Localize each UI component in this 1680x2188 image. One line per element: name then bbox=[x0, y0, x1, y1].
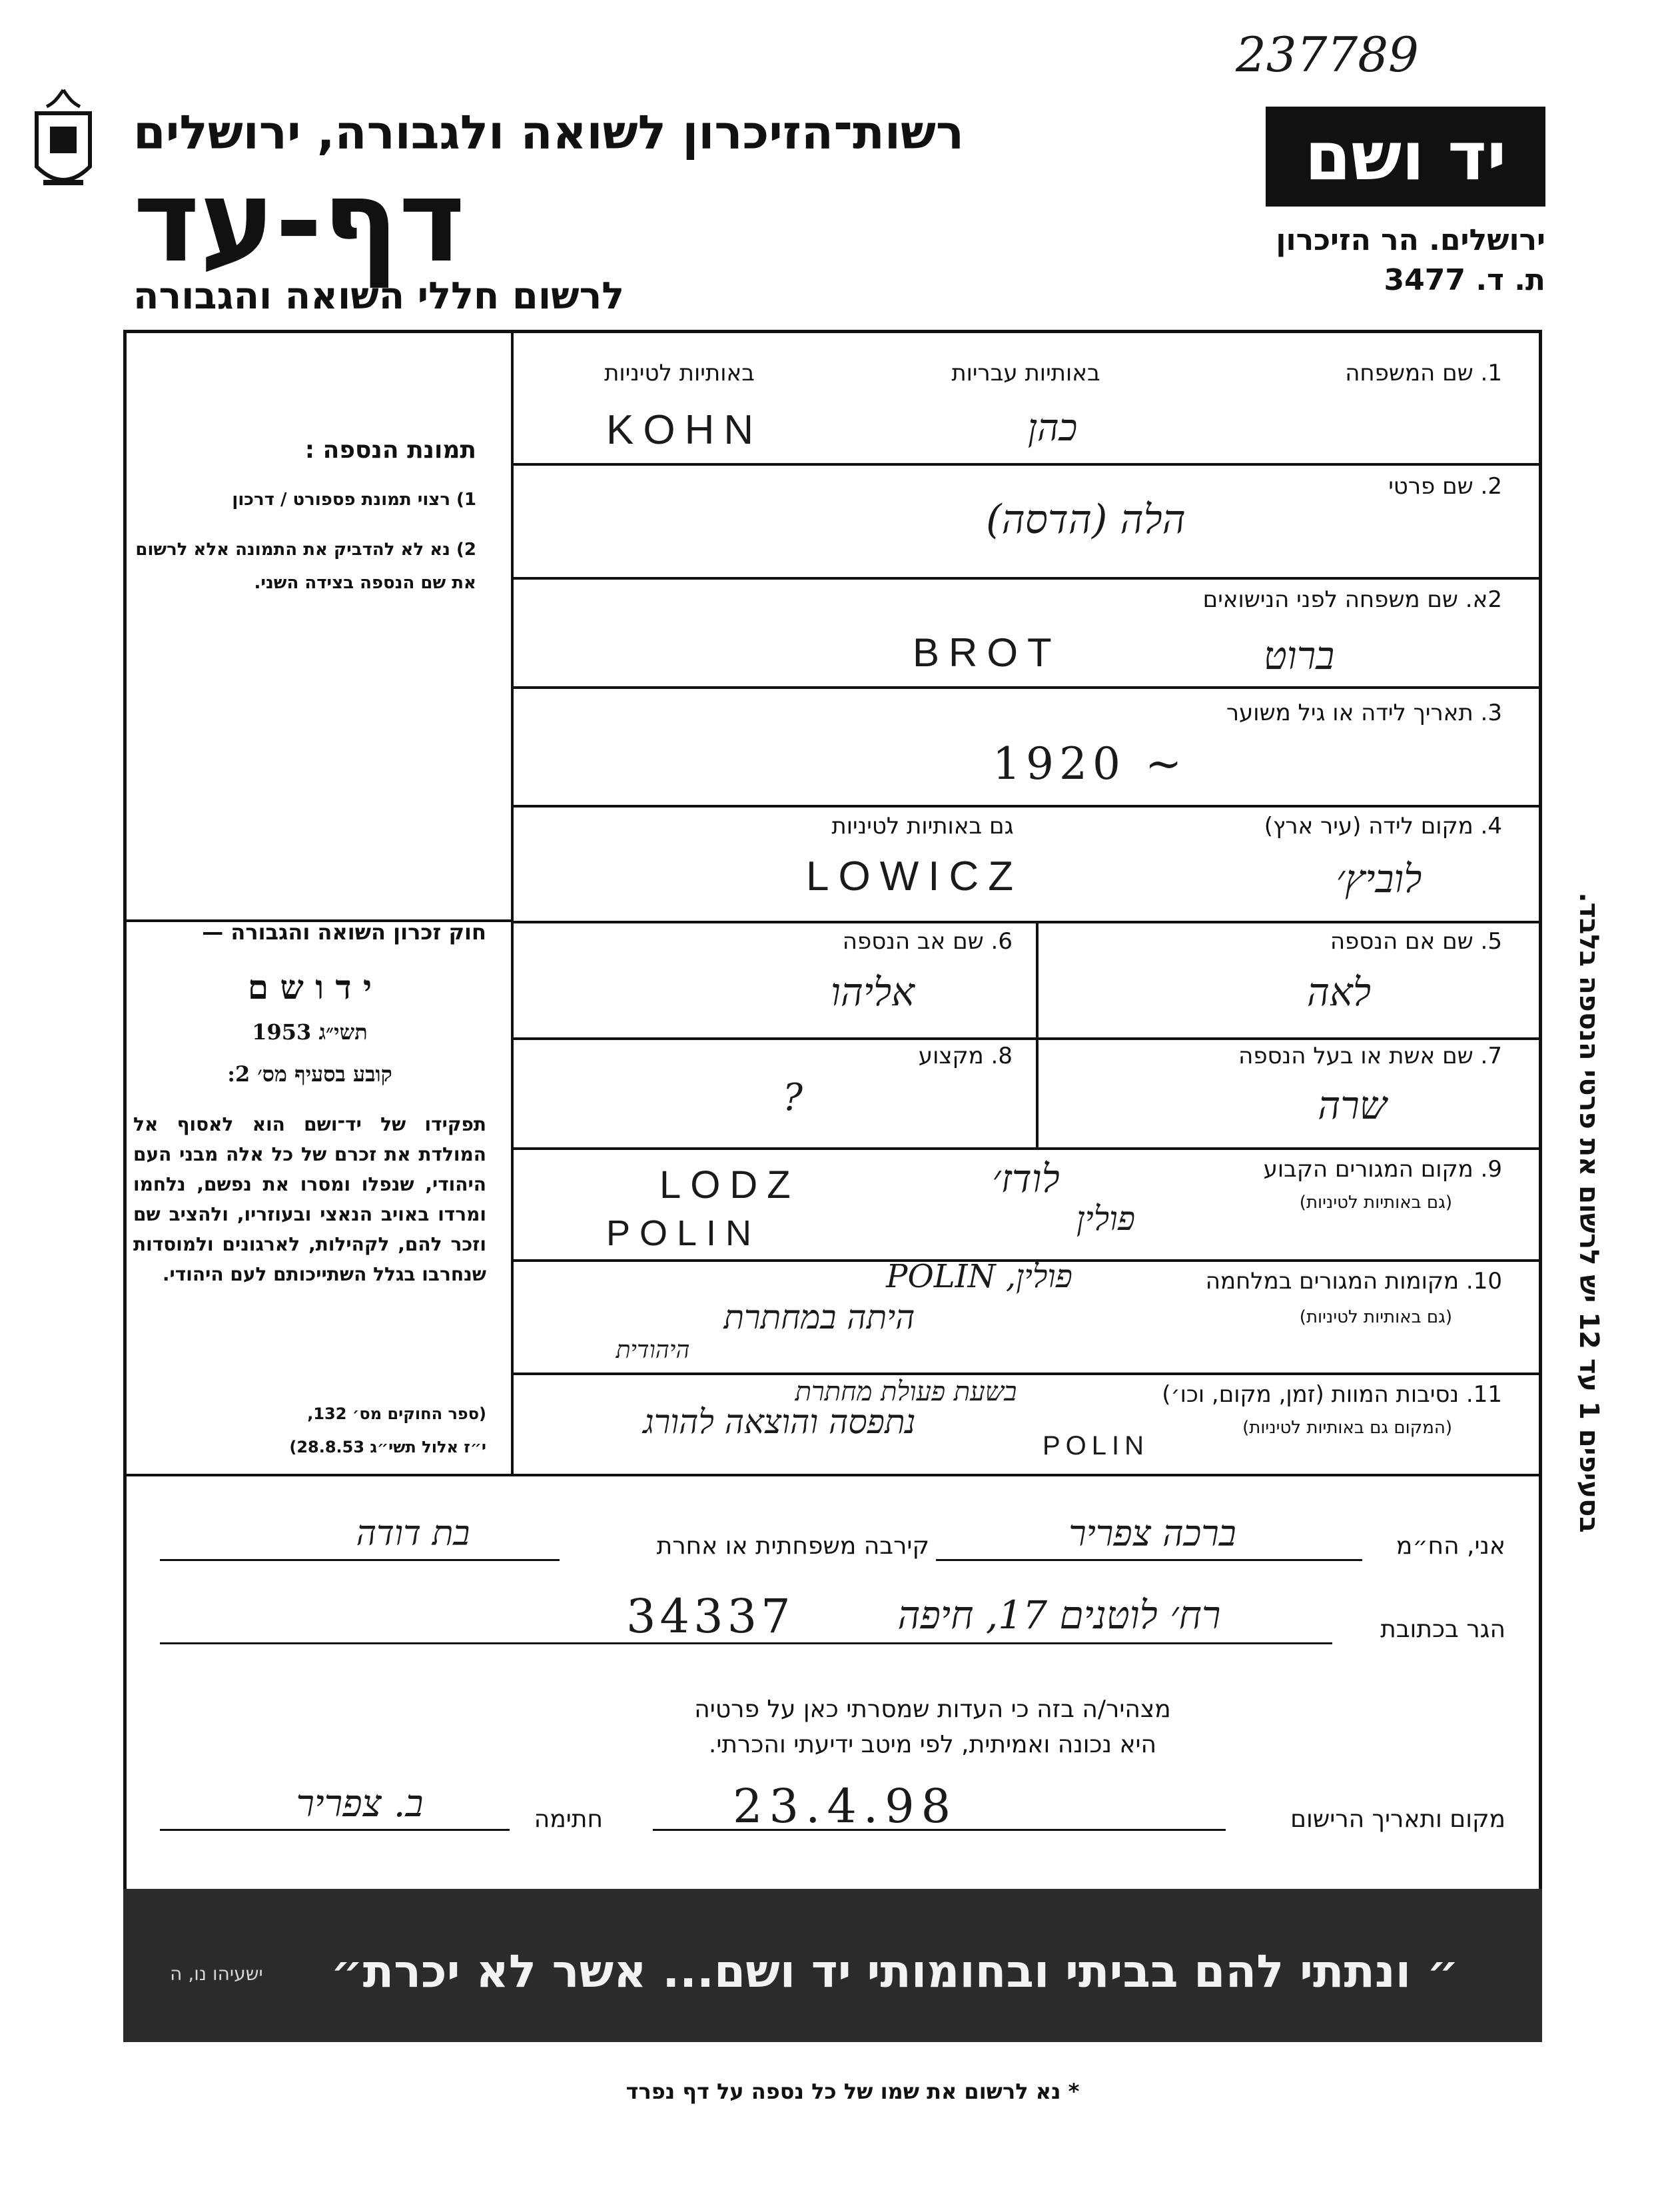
row-line bbox=[511, 686, 1542, 689]
banner-source: ישעיהו נו, ה bbox=[170, 1963, 263, 1985]
field-9-hebrew-value-2[interactable]: פולין bbox=[1076, 1199, 1136, 1238]
field-10-value-3[interactable]: היהודית bbox=[616, 1337, 690, 1364]
photo-note-1: 1) רצוי תמונת פספורט / דרכון bbox=[232, 490, 476, 510]
field-9-label: 9. מקום המגורים הקבוע bbox=[1263, 1156, 1502, 1183]
law-text: תפקידו של יד־ושם הוא לאסוף אל המולדת את זכרם של כל אלה מבני העם היהודי, שנפלו ומסרו את נפשם, נלחמו ומרדו באויב הנאצי ובעוזריו, ולהציב שם וזכר להם, לקהילות, לארגונים ולמוסדות שנחרבו בגלל השתייכותם לעם היהודי. bbox=[133, 1113, 486, 1285]
field-8-value[interactable]: ? bbox=[782, 1076, 803, 1119]
field-1-label: 1. שם המשפחה bbox=[1345, 360, 1502, 386]
address-value[interactable]: רח׳ לוטנים 17, חיפה bbox=[897, 1592, 1221, 1638]
field-9-latin-value-2[interactable]: POLIN bbox=[606, 1213, 761, 1253]
place-date-label: מקום ותאריך הרישום bbox=[1290, 1806, 1505, 1833]
address-line: ירושלים. הר הזיכרון bbox=[1276, 223, 1545, 257]
field-4-hebrew-value[interactable]: לוביץ׳ bbox=[1336, 856, 1422, 901]
field-6-label: 6. שם אב הנספה bbox=[842, 928, 1013, 955]
page-title: דף-עד bbox=[133, 156, 466, 288]
law-year: תשי״ג 1953 bbox=[252, 1019, 368, 1045]
mid-divider bbox=[1036, 921, 1039, 1147]
field-9-sub: (גם באותיות לטיניות) bbox=[1299, 1193, 1452, 1213]
statement-line-1: מצהיר/ה בזה כי העדות שמסרתי כאן על פרטיה bbox=[694, 1696, 1171, 1723]
field-10-value-2[interactable]: היתה במחתרת bbox=[723, 1298, 915, 1337]
org-title: רשות־הזיכרון לשואה ולגבורה, ירושלים bbox=[133, 105, 965, 160]
row-line bbox=[511, 921, 1542, 923]
footer-note: * נא לרשום את שמו של כל נספה על דף נפרד bbox=[626, 2079, 1080, 2104]
photo-note-2: 2) נא לא להדביק את התמונה אלא לרשום את שם הנספה בצידה השני. bbox=[135, 540, 476, 593]
field-5-label: 5. שם אם הנספה bbox=[1330, 928, 1502, 955]
row-line bbox=[511, 577, 1542, 580]
relation-label: קירבה משפחתית או אחרת bbox=[656, 1532, 929, 1560]
statement-line-2: היא נכונה ואמיתית, לפי מיטב ידיעתי והכרתי. bbox=[708, 1731, 1157, 1758]
field-4-latin-col: גם באותיות לטיניות bbox=[831, 813, 1014, 839]
field-2-value[interactable]: הלה (הדסה) bbox=[986, 496, 1186, 543]
field-3-value[interactable]: 1920 ~ bbox=[993, 738, 1188, 790]
address-zip[interactable]: 34337 bbox=[626, 1589, 795, 1644]
page-subtitle: לרשום חללי השואה והגבורה bbox=[133, 274, 625, 318]
signature-line bbox=[160, 1829, 510, 1831]
field-2a-label: 2א. שם משפחה לפני הנישואים bbox=[1202, 586, 1502, 613]
law-section: קובע בסעיף מס׳ 2: bbox=[227, 1061, 392, 1087]
row-line bbox=[511, 1372, 1542, 1375]
field-2-label: 2. שם פרטי bbox=[1388, 473, 1502, 500]
logo-text: יד ושם bbox=[1304, 117, 1507, 195]
field-9-latin-value[interactable]: LODZ bbox=[659, 1163, 800, 1207]
field-7-value[interactable]: שרה bbox=[1318, 1083, 1387, 1128]
field-1-hebrew-col: באותיות עבריות bbox=[951, 360, 1100, 386]
field-11-sub: (המקום גם באותיות לטיניות) bbox=[1242, 1418, 1452, 1438]
field-5-value[interactable]: לאה bbox=[1307, 969, 1371, 1015]
field-9-hebrew-value[interactable]: לודז׳ bbox=[992, 1156, 1060, 1201]
row-line bbox=[511, 463, 1542, 466]
declarant-value[interactable]: ברכה צפריר bbox=[1068, 1512, 1236, 1554]
declarant-line bbox=[936, 1559, 1362, 1561]
field-4-label: 4. מקום לידה (עיר ארץ) bbox=[1264, 813, 1502, 839]
declarant-label: אני, הח״מ bbox=[1396, 1532, 1505, 1560]
row-line bbox=[123, 1474, 1542, 1476]
field-1-hebrew-value[interactable]: כהן bbox=[1027, 406, 1078, 450]
law-source-1: (ספר החוקים מס׳ 132, bbox=[307, 1404, 486, 1423]
relation-value[interactable]: בת דודה bbox=[356, 1514, 470, 1554]
field-2a-latin-value[interactable]: BROT bbox=[913, 630, 1061, 675]
field-10-label: 10. מקומות המגורים במלחמה bbox=[1205, 1268, 1502, 1295]
state-emblem-icon bbox=[27, 87, 100, 193]
field-11-latin-value[interactable]: POLIN bbox=[1043, 1431, 1150, 1460]
field-10-sub: (גם באותיות לטיניות) bbox=[1299, 1307, 1452, 1327]
photo-title: תמונת הנספה : bbox=[304, 436, 476, 464]
signature-label: חתימה bbox=[534, 1806, 603, 1833]
place-date-value[interactable]: 23.4.98 bbox=[733, 1779, 958, 1834]
field-4-latin-value[interactable]: LOWICZ bbox=[806, 853, 1023, 899]
field-11-value-2[interactable]: נתפסה והוצאה להורג bbox=[643, 1402, 916, 1441]
field-10-value-1[interactable]: פולין, POLIN bbox=[886, 1258, 1072, 1295]
row-line bbox=[511, 1037, 1542, 1040]
field-2a-hebrew-value[interactable]: ברוט bbox=[1263, 633, 1335, 678]
law-header: חוק זכרון השואה והגבורה — bbox=[202, 919, 486, 945]
relation-line bbox=[160, 1559, 560, 1561]
row-line bbox=[511, 805, 1542, 808]
field-7-label: 7. שם אשת או בעל הנספה bbox=[1238, 1043, 1502, 1069]
field-11-label: 11. נסיבות המוות (זמן, מקום, וכו׳) bbox=[1162, 1381, 1502, 1408]
side-note bbox=[1559, 710, 1619, 1716]
law-name: י ד ו ש ם bbox=[247, 967, 372, 1007]
side-note-text: בסעיפים 1 עד 12 יש לרשום את פרטי הנספה בלבד. bbox=[1573, 892, 1604, 1533]
banner-quote: ״ ונתתי להם בביתי ובחומותי יד ושם... אשר לא יכרת״ bbox=[330, 1945, 1459, 1998]
yad-vashem-logo bbox=[1266, 107, 1545, 207]
field-3-label: 3. תאריך לידה או גיל משוער bbox=[1226, 700, 1502, 726]
po-box: ת. ד. 3477 bbox=[1384, 263, 1545, 297]
field-1-latin-col: באותיות לטיניות bbox=[604, 360, 755, 386]
row-line bbox=[511, 1147, 1542, 1150]
left-column-divider bbox=[511, 330, 514, 1476]
address-label: הגר בכתובת bbox=[1380, 1616, 1505, 1643]
law-source-2: י״ז אלול תשי״ג 28.8.53) bbox=[289, 1438, 486, 1456]
field-6-value[interactable]: אליהו bbox=[831, 969, 915, 1015]
record-number: 237789 bbox=[1236, 27, 1419, 83]
field-8-label: 8. מקצוע bbox=[918, 1043, 1013, 1069]
signature-value[interactable]: ב. צפריר bbox=[296, 1782, 424, 1826]
field-1-latin-value[interactable]: KOHN bbox=[606, 407, 763, 453]
field-11-value-1[interactable]: בשעת פעולת מחתרת bbox=[795, 1376, 1017, 1407]
